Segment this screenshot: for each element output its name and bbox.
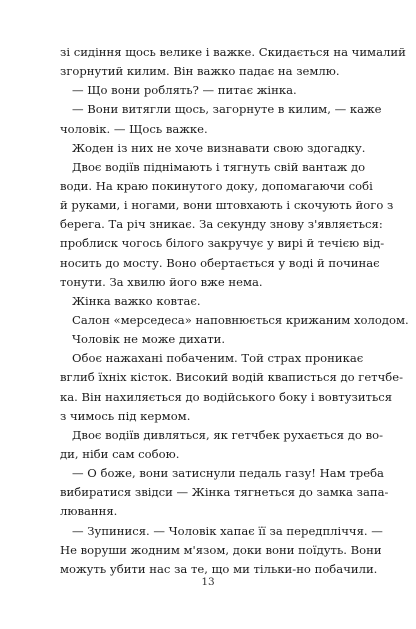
text-line: ди, ніби сам собою.	[60, 446, 180, 461]
text-line: Жінка важко ковтає.	[72, 293, 201, 308]
text-line: й руками, і ногами, вони штовхають і скочують його з	[60, 198, 394, 213]
text-line: можуть убити нас за те, що ми тільки-но побачили.	[60, 561, 378, 576]
text-line: Салон «мерседеса» наповнюється крижаним холодом.	[72, 312, 409, 327]
text-line: зі сидіння щось велике і важке. Скидається на чималий	[60, 45, 406, 59]
text-line: Обоє нажахані побаченим. Той страх проникає	[72, 351, 364, 366]
text-line: чоловік. — Щось важке.	[60, 121, 208, 136]
text-line: Двоє водіїв піднімають і тягнуть свій вантаж до	[72, 159, 366, 174]
text-line: носить до мосту. Воно обертається у воді й починає	[60, 255, 380, 270]
text-line: Чоловік не може дихати.	[72, 332, 226, 347]
text-line: — Вони витягли щось, загорнуте в килим, — каже	[72, 102, 382, 117]
text-line: берега. Та річ зникає. За секунду знову з'являється:	[60, 217, 383, 232]
page-number: 13	[201, 576, 215, 588]
text-line: — О боже, вони затиснули педаль газу! Нам треба	[72, 466, 384, 481]
text-line: води. На краю покинутого доку, допомагаючи собі	[60, 178, 373, 193]
body-text	[60, 43, 409, 579]
text-line: з чимось під кермом.	[60, 408, 191, 423]
text-line: лювання.	[60, 504, 118, 519]
text-line: тонути. За хвилю його вже нема.	[60, 274, 263, 289]
text-line: вглиб їхніх кісток. Високий водій кваписться до гетчбе-	[60, 370, 404, 385]
text-line: — Що вони роблять? — питає жінка.	[72, 83, 297, 98]
text-line: проблиск чогось білого закручує у вирі й течією від-	[60, 236, 385, 251]
text-line: — Зупинися. — Чоловік хапає її за передпліччя. —	[72, 523, 383, 538]
text-line: згорнутий килим. Він важко падає на землю.	[60, 64, 340, 79]
text-line: ка. Він нахиляється до водійського боку і вовтузиться	[60, 389, 393, 404]
text-line: вибиратися звідси — Жінка тягнеться до замка запа-	[60, 485, 389, 500]
text-line: Двоє водіїв дивляться, як гетчбек рухається до во-	[72, 427, 384, 442]
text-line: Не воруши жодним м'язом, доки вони поїдуть. Вони	[60, 542, 382, 557]
text-line: Жоден із них не хоче визнавати свою здогадку.	[72, 140, 366, 155]
